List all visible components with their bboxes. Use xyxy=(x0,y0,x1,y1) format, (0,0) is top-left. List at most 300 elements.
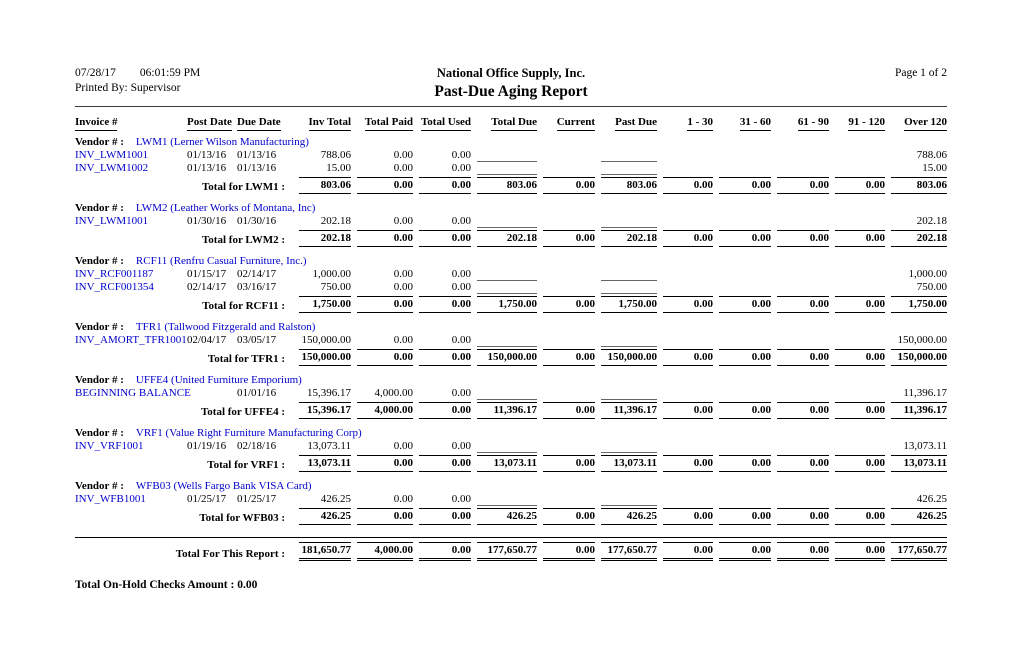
col-post-date-label: Post Date xyxy=(187,116,232,131)
page-number: Page 1 of 2 xyxy=(894,67,947,79)
report-body xyxy=(75,131,947,561)
col-current xyxy=(537,116,595,131)
b1-30-cell xyxy=(657,215,713,228)
vendor-total-past-due: 202.18 xyxy=(601,230,657,247)
over-120-cell: 788.06 xyxy=(916,149,947,161)
vendor-link[interactable]: RCF11 (Renfru Casual Furniture, Inc.) xyxy=(135,255,307,267)
b31-60-cell xyxy=(713,149,771,162)
invoice-row xyxy=(75,281,947,294)
over-120-cell: 750.00 xyxy=(916,281,947,293)
vendor-total-inv-total: 150,000.00 xyxy=(299,349,351,366)
vendor-total-b61-90: 0.00 xyxy=(777,349,829,366)
vendor-total-current: 0.00 xyxy=(543,402,595,419)
b1-30-cell xyxy=(657,149,713,162)
col-past-due-label: Past Due xyxy=(615,116,657,131)
current-cell xyxy=(537,162,595,175)
vendor-total-total-used: 0.00 xyxy=(419,296,471,313)
vendor-total-inv-total: 15,396.17 xyxy=(299,402,351,419)
report-total-current: 0.00 xyxy=(543,542,595,561)
post-date: 02/14/17 xyxy=(187,281,227,293)
total-due-cell xyxy=(471,162,537,175)
invoice-number[interactable]: INV_RCF001187 xyxy=(75,268,154,280)
col-due-date-label: Due Date xyxy=(237,116,281,131)
report-total-inv-total: 181,650.77 xyxy=(299,542,351,561)
b31-60-cell xyxy=(713,268,771,281)
invoice-row xyxy=(75,493,947,506)
vendor-total-b61-90: 0.00 xyxy=(777,455,829,472)
total-due-cell xyxy=(471,268,537,281)
vendor-total-b31-60: 0.00 xyxy=(719,177,771,194)
vendor-total-total-paid: 0.00 xyxy=(357,296,413,313)
vendor-group-row xyxy=(75,316,947,334)
post-date: 01/13/16 xyxy=(187,149,227,161)
vendor-number-label: Vendor # : xyxy=(75,480,124,492)
b31-60-cell xyxy=(713,440,771,453)
invoice-number[interactable]: INV_WFB1001 xyxy=(75,493,146,505)
over-120-cell: 150,000.00 xyxy=(897,334,947,346)
print-time: 06:01:59 PM xyxy=(139,67,201,79)
vendor-total-total-used: 0.00 xyxy=(419,177,471,194)
total-used-cell: 0.00 xyxy=(451,162,471,174)
vendor-cell xyxy=(75,131,947,149)
col-31-60 xyxy=(713,116,771,131)
total-used-cell: 0.00 xyxy=(451,387,471,399)
col-1-30 xyxy=(657,116,713,131)
blank-rule xyxy=(477,217,537,228)
due-date: 01/01/16 xyxy=(237,387,277,399)
vendor-total-label: Total for WFB03 : xyxy=(199,512,285,524)
b91-120-cell xyxy=(829,281,885,294)
invoice-number[interactable]: INV_AMORT_TFR1001 xyxy=(75,334,187,346)
blank-rule xyxy=(477,336,537,347)
col-91-120 xyxy=(829,116,885,131)
b61-90-cell xyxy=(771,334,829,347)
column-header-row xyxy=(75,116,947,131)
total-paid-cell: 0.00 xyxy=(393,334,413,346)
report-total-row xyxy=(75,537,947,561)
vendor-total-total-due: 202.18 xyxy=(477,230,537,247)
b31-60-cell xyxy=(713,215,771,228)
vendor-total-row xyxy=(75,453,947,475)
vendor-total-total-paid: 0.00 xyxy=(357,349,413,366)
current-cell xyxy=(537,387,595,400)
invoice-number[interactable]: INV_LWM1001 xyxy=(75,215,149,227)
b31-60-cell xyxy=(713,493,771,506)
over-120-cell: 202.18 xyxy=(916,215,947,227)
b31-60-cell xyxy=(713,162,771,175)
total-paid-cell: 0.00 xyxy=(393,440,413,452)
b61-90-cell xyxy=(771,440,829,453)
vendor-link[interactable]: TFR1 (Tallwood Fitzgerald and Ralston) xyxy=(135,321,316,333)
blank-rule xyxy=(477,442,537,453)
col-due-date xyxy=(237,116,293,131)
total-used-cell: 0.00 xyxy=(451,149,471,161)
invoice-row xyxy=(75,268,947,281)
b61-90-cell xyxy=(771,387,829,400)
inv-total-cell: 202.18 xyxy=(320,215,351,227)
total-due-cell xyxy=(471,281,537,294)
vendor-total-total-due: 426.25 xyxy=(477,508,537,525)
vendor-total-row xyxy=(75,175,947,197)
report-total-b61-90: 0.00 xyxy=(777,542,829,561)
blank-rule xyxy=(601,495,657,506)
vendor-total-b61-90: 0.00 xyxy=(777,177,829,194)
b91-120-cell xyxy=(829,493,885,506)
due-date: 02/18/16 xyxy=(237,440,277,452)
col-1-30-label: 1 - 30 xyxy=(687,116,713,131)
invoice-row xyxy=(75,387,947,400)
company-name: National Office Supply, Inc. xyxy=(436,66,586,80)
b61-90-cell xyxy=(771,268,829,281)
print-datetime xyxy=(75,66,434,81)
vendor-total-row xyxy=(75,506,947,528)
total-due-cell xyxy=(471,440,537,453)
vendor-total-b31-60: 0.00 xyxy=(719,455,771,472)
vendor-total-row xyxy=(75,347,947,369)
invoice-number[interactable]: INV_LWM1001 xyxy=(75,149,149,161)
past-due-cell xyxy=(595,440,657,453)
b91-120-cell xyxy=(829,149,885,162)
total-due-cell xyxy=(471,215,537,228)
post-date: 01/25/17 xyxy=(187,493,227,505)
b31-60-cell xyxy=(713,387,771,400)
col-current-label: Current xyxy=(557,116,595,131)
b1-30-cell xyxy=(657,493,713,506)
b61-90-cell xyxy=(771,281,829,294)
vendor-total-row xyxy=(75,294,947,316)
vendor-total-b91-120: 0.00 xyxy=(835,349,885,366)
vendor-total-b1-30: 0.00 xyxy=(663,349,713,366)
current-cell xyxy=(537,493,595,506)
vendor-total-current: 0.00 xyxy=(543,296,595,313)
vendor-total-b1-30: 0.00 xyxy=(663,455,713,472)
past-due-cell xyxy=(595,334,657,347)
due-date: 01/13/16 xyxy=(237,162,277,174)
vendor-total-over-120: 150,000.00 xyxy=(891,349,947,366)
vendor-group-row xyxy=(75,369,947,387)
current-cell xyxy=(537,215,595,228)
vendor-link[interactable]: LWM2 (Leather Works of Montana, Inc) xyxy=(135,202,316,214)
b91-120-cell xyxy=(829,268,885,281)
vendor-total-past-due: 426.25 xyxy=(601,508,657,525)
inv-total-cell: 13,073.11 xyxy=(307,440,351,452)
blank-rule xyxy=(601,442,657,453)
vendor-total-b91-120: 0.00 xyxy=(835,508,885,525)
past-due-cell xyxy=(595,162,657,175)
col-61-90 xyxy=(771,116,829,131)
blank-rule xyxy=(477,283,537,294)
vendor-total-b61-90: 0.00 xyxy=(777,230,829,247)
current-cell xyxy=(537,440,595,453)
invoice-number[interactable]: INV_VRF1001 xyxy=(75,440,144,452)
current-cell xyxy=(537,268,595,281)
vendor-total-total-paid: 0.00 xyxy=(357,230,413,247)
invoice-row xyxy=(75,149,947,162)
print-date: 07/28/17 xyxy=(75,67,116,79)
header-center xyxy=(434,66,587,101)
vendor-link[interactable]: VRF1 (Value Right Furniture Manufacturing Corp) xyxy=(135,427,362,439)
post-date: 01/30/16 xyxy=(187,215,227,227)
b1-30-cell xyxy=(657,387,713,400)
vendor-total-past-due: 150,000.00 xyxy=(601,349,657,366)
vendor-number-label: Vendor # : xyxy=(75,255,124,267)
past-due-cell xyxy=(595,387,657,400)
post-date: 01/13/16 xyxy=(187,162,227,174)
vendor-total-b61-90: 0.00 xyxy=(777,296,829,313)
aging-report-table xyxy=(75,116,947,561)
vendor-total-over-120: 13,073.11 xyxy=(891,455,947,472)
total-used-cell: 0.00 xyxy=(451,281,471,293)
vendor-total-total-used: 0.00 xyxy=(419,349,471,366)
vendor-total-over-120: 202.18 xyxy=(891,230,947,247)
vendor-total-past-due: 13,073.11 xyxy=(601,455,657,472)
vendor-total-past-due: 1,750.00 xyxy=(601,296,657,313)
vendor-total-inv-total: 202.18 xyxy=(299,230,351,247)
over-120-cell: 1,000.00 xyxy=(908,268,947,280)
vendor-total-b1-30: 0.00 xyxy=(663,402,713,419)
inv-total-cell: 1,000.00 xyxy=(312,268,351,280)
b91-120-cell xyxy=(829,387,885,400)
b1-30-cell xyxy=(657,281,713,294)
vendor-total-b91-120: 0.00 xyxy=(835,455,885,472)
post-date: 01/19/16 xyxy=(187,440,227,452)
past-due-cell xyxy=(595,215,657,228)
total-used-cell: 0.00 xyxy=(451,268,471,280)
vendor-link[interactable]: WFB03 (Wells Fargo Bank VISA Card) xyxy=(135,480,312,492)
blank-rule xyxy=(601,164,657,175)
vendor-link[interactable]: LWM1 (Lerner Wilson Manufacturing) xyxy=(135,136,309,148)
vendor-cell xyxy=(75,316,947,334)
blank-rule xyxy=(601,151,657,162)
vendor-total-b31-60: 0.00 xyxy=(719,508,771,525)
vendor-total-b31-60: 0.00 xyxy=(719,349,771,366)
vendor-cell xyxy=(75,197,947,215)
vendor-total-label: Total for UFFE4 : xyxy=(200,406,285,418)
total-paid-cell: 0.00 xyxy=(393,281,413,293)
col-total-due xyxy=(471,116,537,131)
vendor-total-current: 0.00 xyxy=(543,455,595,472)
vendor-total-label: Total for VRF1 : xyxy=(207,459,285,471)
total-used-cell: 0.00 xyxy=(451,440,471,452)
report-header xyxy=(75,66,947,101)
report-total-b1-30: 0.00 xyxy=(663,542,713,561)
blank-rule xyxy=(477,389,537,400)
invoice-number[interactable]: INV_RCF001354 xyxy=(75,281,154,293)
invoice-number[interactable]: INV_LWM1002 xyxy=(75,162,149,174)
vendor-total-current: 0.00 xyxy=(543,230,595,247)
vendor-total-total-used: 0.00 xyxy=(419,508,471,525)
vendor-total-label: Total for LWM1 : xyxy=(201,181,285,193)
invoice-row xyxy=(75,215,947,228)
vendor-total-current: 0.00 xyxy=(543,508,595,525)
blank-rule xyxy=(477,495,537,506)
b61-90-cell xyxy=(771,215,829,228)
b1-30-cell xyxy=(657,334,713,347)
report-total-total-paid: 4,000.00 xyxy=(357,542,413,561)
total-due-cell xyxy=(471,387,537,400)
vendor-total-total-due: 803.06 xyxy=(477,177,537,194)
on-hold-checks-total: Total On-Hold Checks Amount : 0.00 xyxy=(75,578,258,591)
vendor-total-total-paid: 0.00 xyxy=(357,177,413,194)
b31-60-cell xyxy=(713,281,771,294)
b91-120-cell xyxy=(829,162,885,175)
b91-120-cell xyxy=(829,440,885,453)
vendor-total-total-used: 0.00 xyxy=(419,402,471,419)
report-total-b91-120: 0.00 xyxy=(835,542,885,561)
inv-total-cell: 426.25 xyxy=(320,493,351,505)
b31-60-cell xyxy=(713,334,771,347)
vendor-total-b31-60: 0.00 xyxy=(719,230,771,247)
header-divider xyxy=(75,106,947,107)
total-used-cell: 0.00 xyxy=(451,493,471,505)
vendor-number-label: Vendor # : xyxy=(75,374,124,386)
post-date: 02/04/17 xyxy=(187,334,227,346)
vendor-total-inv-total: 13,073.11 xyxy=(299,455,351,472)
inv-total-cell: 15.00 xyxy=(326,162,351,174)
past-due-cell xyxy=(595,493,657,506)
vendor-total-over-120: 1,750.00 xyxy=(891,296,947,313)
blank-rule xyxy=(477,270,537,281)
vendor-cell xyxy=(75,369,947,387)
vendor-total-b31-60: 0.00 xyxy=(719,402,771,419)
total-used-cell: 0.00 xyxy=(451,215,471,227)
col-over-120-label: Over 120 xyxy=(904,116,947,131)
invoice-row xyxy=(75,334,947,347)
col-31-60-label: 31 - 60 xyxy=(740,116,771,131)
vendor-cell xyxy=(75,422,947,440)
vendor-number-label: Vendor # : xyxy=(75,202,124,214)
col-inv-total-label: Inv Total xyxy=(309,116,352,131)
blank-rule xyxy=(601,283,657,294)
due-date: 03/16/17 xyxy=(237,281,277,293)
col-past-due xyxy=(595,116,657,131)
total-due-cell xyxy=(471,334,537,347)
vendor-total-current: 0.00 xyxy=(543,177,595,194)
current-cell xyxy=(537,334,595,347)
vendor-cell xyxy=(75,250,947,268)
total-paid-cell: 0.00 xyxy=(393,268,413,280)
over-120-cell: 11,396.17 xyxy=(903,387,947,399)
due-date: 01/25/17 xyxy=(237,493,277,505)
report-total-divider xyxy=(75,528,947,537)
over-120-cell: 13,073.11 xyxy=(903,440,947,452)
vendor-number-label: Vendor # : xyxy=(75,136,124,148)
col-over-120 xyxy=(885,116,947,131)
vendor-number-label: Vendor # : xyxy=(75,321,124,333)
header-left xyxy=(75,66,434,96)
vendor-total-b91-120: 0.00 xyxy=(835,402,885,419)
total-paid-cell: 0.00 xyxy=(393,493,413,505)
post-date: 01/15/17 xyxy=(187,268,227,280)
due-date: 01/30/16 xyxy=(237,215,277,227)
past-due-cell xyxy=(595,268,657,281)
report-title: Past-Due Aging Report xyxy=(434,83,588,100)
vendor-total-over-120: 11,396.17 xyxy=(891,402,947,419)
vendor-total-past-due: 11,396.17 xyxy=(601,402,657,419)
b61-90-cell xyxy=(771,493,829,506)
col-total-used-label: Total Used xyxy=(421,116,471,131)
col-post-date xyxy=(187,116,237,131)
col-total-paid-label: Total Paid xyxy=(365,116,413,131)
report-total-over-120: 177,650.77 xyxy=(891,542,947,561)
col-61-90-label: 61 - 90 xyxy=(798,116,829,131)
b91-120-cell xyxy=(829,215,885,228)
report-total-label: Total For This Report : xyxy=(175,547,285,560)
total-paid-cell: 4,000.00 xyxy=(374,387,413,399)
b1-30-cell xyxy=(657,440,713,453)
vendor-total-b1-30: 0.00 xyxy=(663,296,713,313)
b91-120-cell xyxy=(829,334,885,347)
vendor-total-total-paid: 0.00 xyxy=(357,508,413,525)
inv-total-cell: 750.00 xyxy=(320,281,351,293)
vendor-total-over-120: 803.06 xyxy=(891,177,947,194)
past-due-cell xyxy=(595,281,657,294)
current-cell xyxy=(537,281,595,294)
col-91-120-label: 91 - 120 xyxy=(848,116,885,131)
vendor-total-b1-30: 0.00 xyxy=(663,230,713,247)
vendor-total-label: Total for RCF11 : xyxy=(202,300,285,312)
total-paid-cell: 0.00 xyxy=(393,149,413,161)
due-date: 03/05/17 xyxy=(237,334,277,346)
due-date: 02/14/17 xyxy=(237,268,277,280)
vendor-total-b61-90: 0.00 xyxy=(777,402,829,419)
vendor-total-total-due: 13,073.11 xyxy=(477,455,537,472)
vendor-total-b91-120: 0.00 xyxy=(835,230,885,247)
invoice-number[interactable]: BEGINNING BALANCE xyxy=(75,387,191,399)
vendor-total-inv-total: 426.25 xyxy=(299,508,351,525)
col-total-due-label: Total Due xyxy=(491,116,537,131)
vendor-group-row xyxy=(75,250,947,268)
blank-rule xyxy=(601,389,657,400)
total-used-cell: 0.00 xyxy=(451,334,471,346)
vendor-total-label: Total for LWM2 : xyxy=(201,234,285,246)
total-due-cell xyxy=(471,149,537,162)
total-paid-cell: 0.00 xyxy=(393,162,413,174)
inv-total-cell: 15,396.17 xyxy=(307,387,351,399)
invoice-row xyxy=(75,162,947,175)
col-invoice-number xyxy=(75,116,187,131)
total-due-cell xyxy=(471,493,537,506)
post-date xyxy=(187,387,237,400)
report-total-b31-60: 0.00 xyxy=(719,542,771,561)
vendor-number-label: Vendor # : xyxy=(75,427,124,439)
vendor-total-total-used: 0.00 xyxy=(419,455,471,472)
vendor-total-b91-120: 0.00 xyxy=(835,296,885,313)
blank-rule xyxy=(601,270,657,281)
blank-rule xyxy=(601,217,657,228)
report-total-total-due: 177,650.77 xyxy=(477,542,537,561)
vendor-total-total-paid: 4,000.00 xyxy=(357,402,413,419)
total-paid-cell: 0.00 xyxy=(393,215,413,227)
vendor-total-total-due: 150,000.00 xyxy=(477,349,537,366)
due-date: 01/13/16 xyxy=(237,149,277,161)
vendor-total-b91-120: 0.00 xyxy=(835,177,885,194)
over-120-cell: 426.25 xyxy=(916,493,947,505)
vendor-total-past-due: 803.06 xyxy=(601,177,657,194)
inv-total-cell: 788.06 xyxy=(320,149,351,161)
over-120-cell: 15.00 xyxy=(922,162,947,174)
col-inv-total xyxy=(293,116,351,131)
b61-90-cell xyxy=(771,149,829,162)
invoice-row xyxy=(75,440,947,453)
col-invoice-number-label: Invoice # xyxy=(75,116,117,131)
vendor-group-row xyxy=(75,422,947,440)
past-due-cell xyxy=(595,149,657,162)
vendor-total-b1-30: 0.00 xyxy=(663,508,713,525)
vendor-link[interactable]: UFFE4 (United Furniture Emporium) xyxy=(135,374,302,386)
b1-30-cell xyxy=(657,162,713,175)
vendor-total-inv-total: 803.06 xyxy=(299,177,351,194)
